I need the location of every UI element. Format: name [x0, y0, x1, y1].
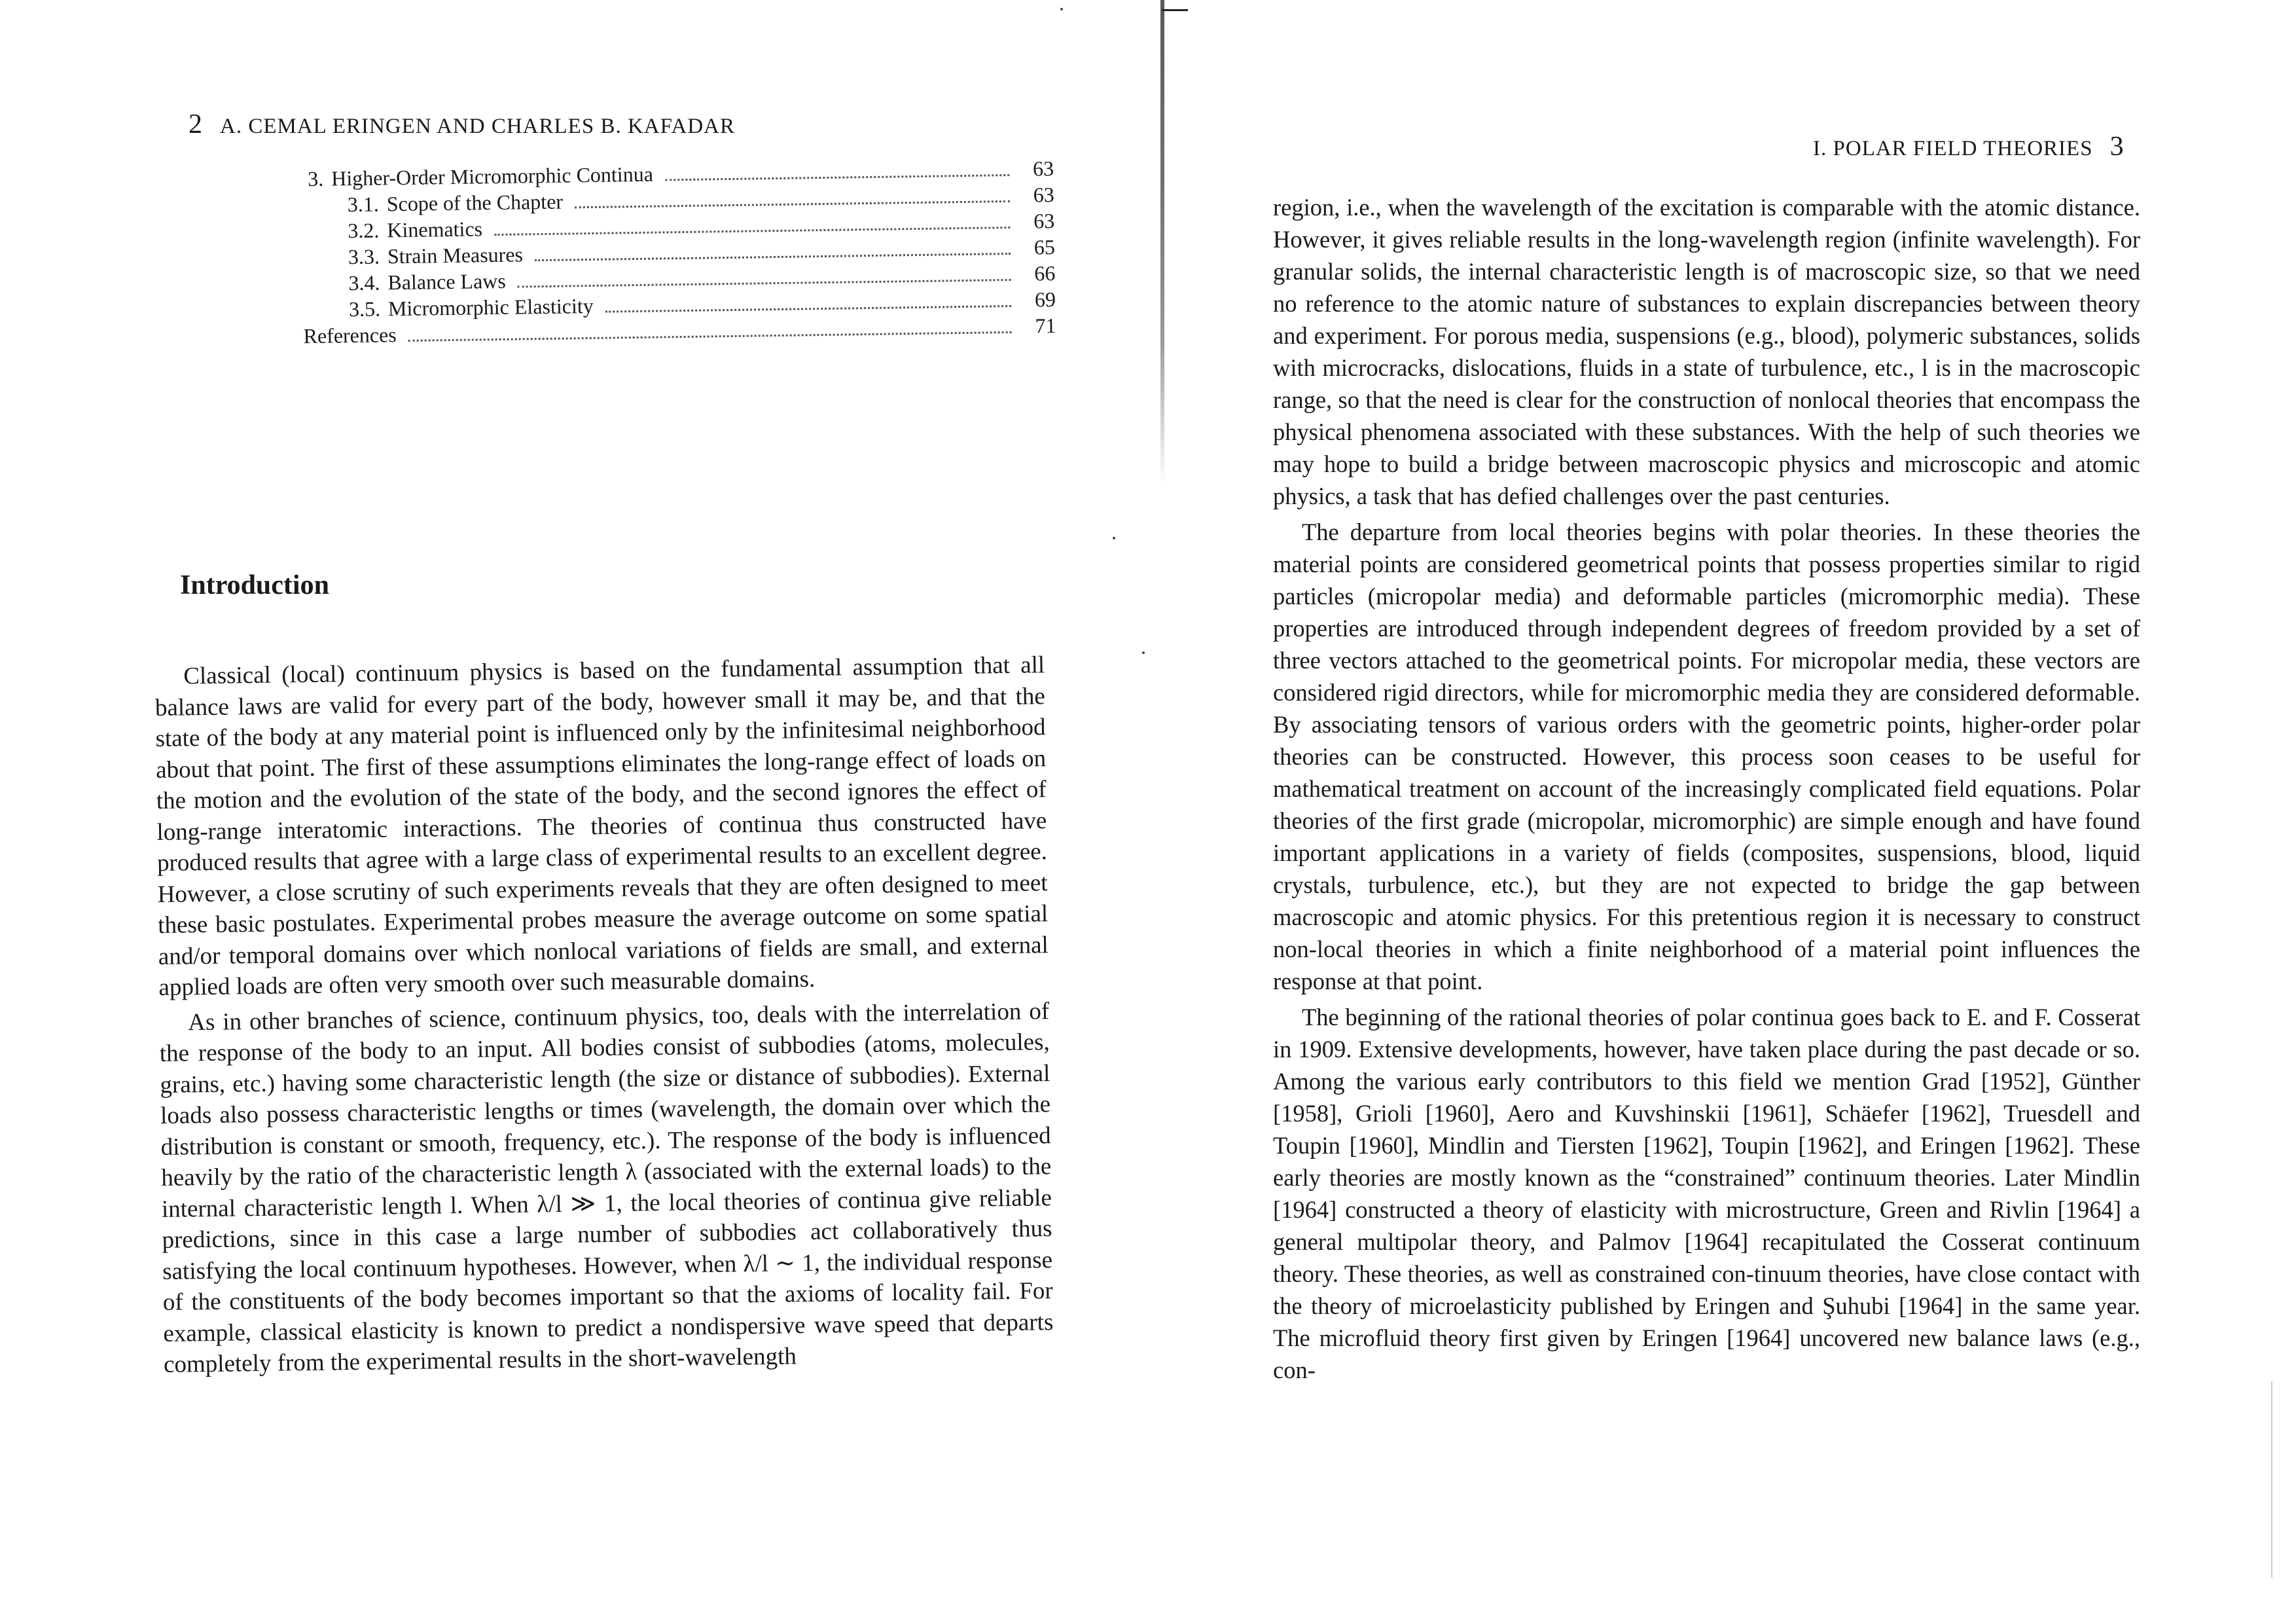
- toc-entry-title: Micromorphic Elasticity: [387, 293, 594, 321]
- toc-entry-title: Balance Laws: [387, 268, 507, 295]
- toc-entry-number: 3.1.: [347, 192, 380, 217]
- toc-entry-page: 66: [1034, 261, 1056, 285]
- paragraph: The beginning of the rational theories of polar continua goes back to E. and F. Cosserat in 1909. Extensive developments, however, have taken place during the past decade or so. Among the various early contributors to this field we mention Grad [1952], Günther [1958], Grioli [1960], Aero and Kuvshinskii [1961], Schäefer [1962], Truesdell and Toupin [1960], Mindlin and Tiersten [1962], Toupin [1962], and Eringen [1962]. These early theories are mostly known as the “constrained” continuum theories. Later Mindlin [1964] constructed a theory of elasticity with microstructure, Green and Rivlin [1964] a general multipolar theory, and Palmov [1964] recapitulated the Cosserat continuum theory. These theories, as well as constrained con-tinuum theories, have close contact with the theory of microelasticity published by Eringen and Şuhubi [1964] in the same year. The microfluid theory first given by Eringen [1964] uncovered new balance laws (e.g., con-: [1273, 1004, 2140, 1383]
- left-page: [0, 0, 1139, 1623]
- running-head-left: [188, 109, 735, 140]
- toc-entry-title: Scope of the Chapter: [386, 189, 564, 216]
- right-body-text: [1273, 191, 2140, 1386]
- toc-entry-title: Strain Measures: [387, 242, 524, 268]
- toc-entry-page: 71: [1035, 314, 1056, 338]
- toc-entry-page: 65: [1033, 235, 1056, 259]
- running-head-text: I. POLAR FIELD THEORIES: [1813, 137, 2093, 160]
- right-page: [1152, 0, 2296, 1623]
- table-of-contents: [303, 156, 1056, 350]
- left-body-text: [154, 649, 1054, 1380]
- running-head-right: [1813, 131, 2125, 162]
- page-number: 2: [188, 109, 203, 139]
- toc-entry-number: 3.: [308, 166, 324, 191]
- toc-entry-number: 3.3.: [348, 244, 380, 269]
- toc-leader: [535, 253, 1011, 261]
- toc-leader: [518, 279, 1011, 288]
- toc-entry-page: 69: [1034, 287, 1056, 312]
- toc-leader: [605, 305, 1011, 313]
- toc-entry-page: 63: [1033, 209, 1055, 233]
- toc-entry-number: 3.4.: [348, 270, 380, 295]
- paragraph: Classical (local) continuum physics is based on the fundamental assumption that all balance laws are valid for every part of the body, however small it may be, and that the state of the body at any material point is influenced only by the infinitesimal neighborhood about that point. The first of these assumptions eliminates the long-range effect of loads on the motion and the evolution of the state of the body, and the second ignores the effect of long-range interatomic interactions. The theories of continua thus constructed have produced results that agree with a large class of experimental results to an excellent degree. However, a close scrutiny of such experiments reveals that they are often designed to meet these basic postulates. Experimental probes measure the average outcome on some spatial and/or temporal domains over which nonlocal variations of fields are small, and external applied loads are often very smooth over such measurable domains.: [154, 651, 1049, 1001]
- toc-entry-page: 63: [1033, 183, 1054, 207]
- toc-leader: [575, 200, 1010, 208]
- toc-entry-page: 63: [1032, 156, 1054, 181]
- section-heading: Introduction: [180, 570, 329, 600]
- paragraph: region, i.e., when the wavelength of the excitation is comparable with the atomic distance. However, it gives reliable results in the long-wavelength region (infinite wavelength). For granular solids, the internal characteristic length is of macroscopic size, so that we need no reference to the atomic nature of substances to explain discrepancies between theory and experiment. For porous media, suspensions (e.g., blood), polymeric substances, solids with microcracks, dislocations, fluids in a state of turbulence, etc., l is in the macroscopic range, so that the need is clear for the construction of nonlocal theories that encompass the physical phenomena associated with these substances. With the help of such theories we may hope to build a bridge between macroscopic physics and microscopic and atomic physics, a task that has defied challenges over the past centuries.: [1273, 194, 2140, 509]
- toc-entry-number: 3.5.: [348, 297, 381, 321]
- toc-entry-number: 3.2.: [348, 218, 380, 243]
- paragraph: The departure from local theories begins with polar theories. In these theories the material points are considered geometrical points that possess properties similar to rigid particles (micropolar media) and deformable particles (micromorphic media). These properties are introduced through independent degrees of freedom provided by a set of three vectors attached to the geometrical points. For micropolar media, these vectors are considered rigid directors, while for micromorphic media they are considered deformable. By associating tensors of various orders with the geometric points, higher-order polar theories can be constructed. However, this process soon ceases to be useful for mathematical treatment on account of the increasingly complicated field equations. Polar theories of the first grade (micropolar, micromorphic) are simple enough and have found important applications in a variety of fields (composites, suspensions, blood, liquid crystals, turbulence, etc.), but they are not expected to bridge the gap between macroscopic and atomic physics. For this pretentious region it is necessary to construct non-local theories in which a finite neighborhood of a material point influences the response at that point.: [1273, 519, 2140, 994]
- toc-leader: [494, 227, 1010, 236]
- toc-entry-title: Kinematics: [387, 217, 483, 242]
- paragraph: As in other branches of science, continuum physics, too, deals with the interrelation of the response of the body to an input. All bodies consist of subbodies (atoms, molecules, grains, etc.) having some characteristic length (the size or distance of subbodies). External loads also possess characteristic lengths or times (wavelength, the domain over which the distribution is constant or smooth, frequency, etc.). The response of the body is influenced heavily by the ratio of the characteristic length λ (associated with the external loads) to the internal characteristic length l. When λ/l ≫ 1, the local theories of continua give reliable predictions, since in this case a large number of subbodies act collaboratively thus satisfying the local continuum hypotheses. However, when λ/l ∼ 1, the individual response of the constituents of the body becomes important so that the axioms of locality fail. For example, classical elasticity is known to predict a nondispersive wave speed that departs completely from the experimental results in the short-wavelength: [159, 997, 1054, 1378]
- toc-entry-title: Higher-Order Micromorphic Continua: [331, 162, 654, 191]
- page-number: 3: [2109, 132, 2125, 162]
- toc-leader: [665, 174, 1009, 181]
- scan-speck: [1142, 651, 1145, 654]
- toc-leader: [408, 331, 1012, 342]
- running-head-text: A. CEMAL ERINGEN AND CHARLES B. KAFADAR: [220, 115, 736, 138]
- toc-entry-title: References: [303, 323, 397, 348]
